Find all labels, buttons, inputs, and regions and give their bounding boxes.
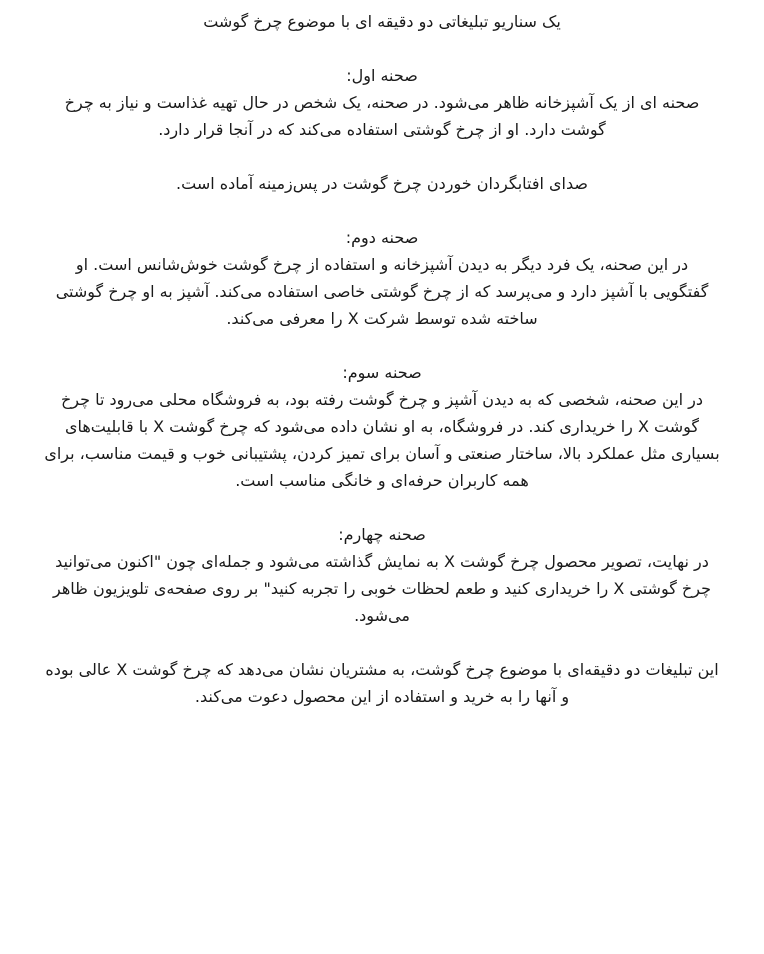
scene-4-paragraph (40, 548, 724, 629)
paragraph-line: ساخته شده توسط شرکت X را معرفی می‌کند. (226, 309, 538, 328)
spacer (40, 197, 724, 224)
paragraph-line: در نهایت، تصویر محصول چرخ گوشت X به نمایش گذاشته می‌شود و جمله‌ای چون "اکنون می‌توانید (55, 552, 709, 571)
paragraph-line: در این صحنه، یک فرد دیگر به دیدن آشپزخانه و استفاده از چرخ گوشت خوش‌شانس است. او (75, 255, 689, 274)
spacer (40, 35, 724, 62)
scene-2-heading: صحنه دوم: (345, 228, 419, 247)
paragraph-line: می‌شود. (354, 606, 410, 625)
paragraph-line: صحنه ای از یک آشپزخانه ظاهر می‌شود. در صحنه، یک شخص در حال تهیه غذاست و نیاز به چرخ (64, 93, 700, 112)
paragraph-line: در این صحنه، شخصی که به دیدن آشپز و چرخ گوشت رفته بود، به فروشگاه محلی می‌رود تا چرخ (60, 390, 704, 409)
paragraph-line: گفتگویی با آشپز دارد و می‌پرسد که از چرخ گوشتی خاصی استفاده می‌کند. آشپز به او چرخ گوشتی (55, 282, 709, 301)
paragraph-line: گوشت دارد. او از چرخ گوشتی استفاده می‌کند که در آنجا قرار دارد. (158, 120, 606, 139)
spacer (40, 629, 724, 656)
spacer (40, 143, 724, 170)
spacer (40, 494, 724, 521)
paragraph-line: گوشت X را خریداری کند. در فروشگاه، به او نشان داده می‌شود که چرخ گوشت X با قابلیت‌های (64, 417, 700, 436)
scene-1-sound-line: صدای افتابگردان خوردن چرخ گوشت در پس‌زمینه آماده است. (176, 174, 588, 193)
paragraph-line: بسیاری مثل عملکرد بالا، ساختار صنعتی و آسان برای تمیز کردن، پشتیبانی خوب و قیمت مناسب، برای (44, 444, 720, 463)
paragraph-line: چرخ گوشتی X را خریداری کنید و طعم لحظات خوبی را تجربه کنید" بر روی صفحه‌ی تلویزیون ظاهر (53, 579, 711, 598)
scene-2-paragraph (40, 251, 724, 332)
scene-1-paragraph (40, 89, 724, 143)
paragraph-line: و آنها را به خرید و استفاده از این محصول دعوت می‌کند. (194, 687, 570, 706)
paragraph-line: این تبلیغات دو دقیقه‌ای با موضوع چرخ گوشت، به مشتریان نشان می‌دهد که چرخ گوشت X عالی بوده (45, 660, 719, 679)
scene-3-paragraph (40, 386, 724, 494)
scene-4-heading: صحنه چهارم: (338, 525, 426, 544)
spacer (40, 332, 724, 359)
scene-3-heading: صحنه سوم: (342, 363, 422, 382)
paragraph-line: همه کاربران حرفه‌ای و خانگی مناسب است. (235, 471, 529, 490)
document-title: یک سناریو تبلیغاتی دو دقیقه ای با موضوع چرخ گوشت (203, 12, 561, 31)
scene-1-heading: صحنه اول: (346, 66, 418, 85)
conclusion-paragraph (40, 656, 724, 710)
